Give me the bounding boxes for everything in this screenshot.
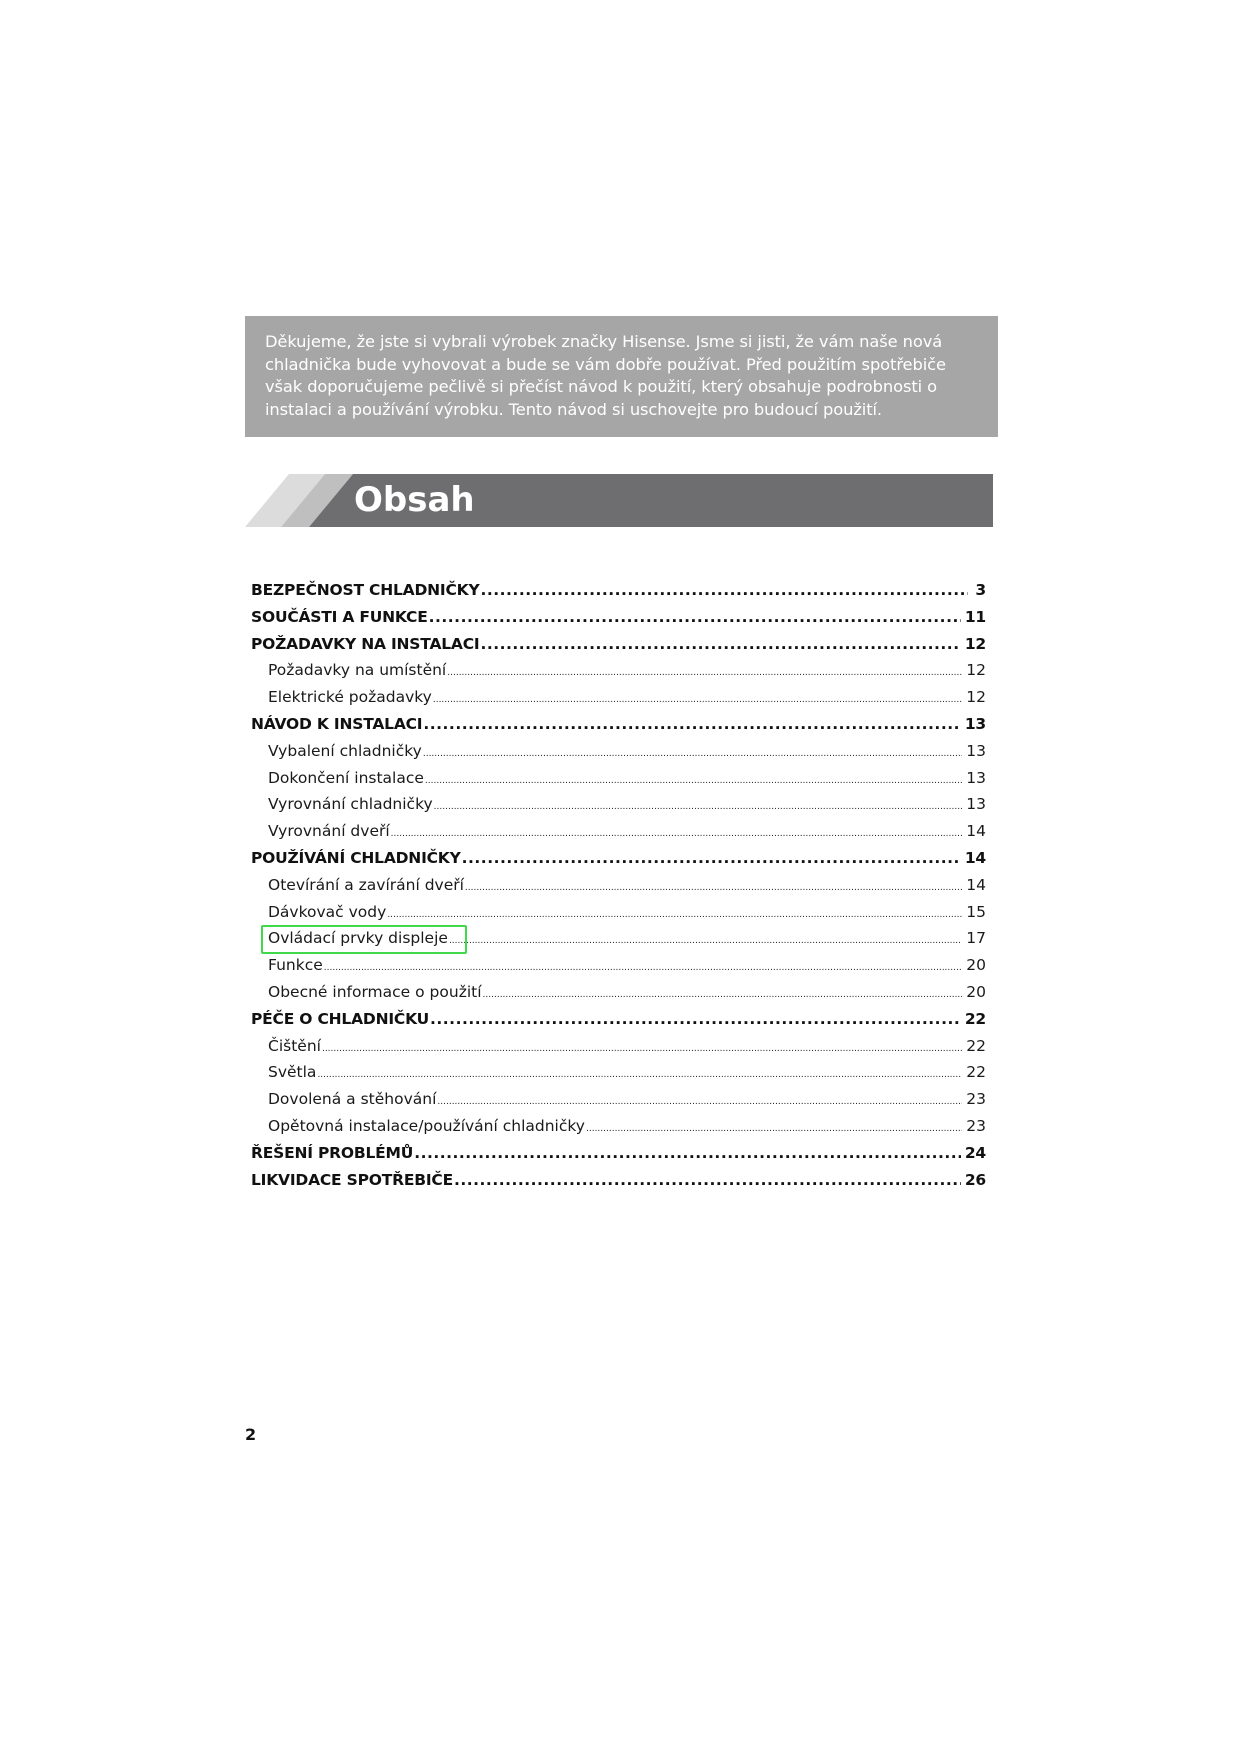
toc-entry-title: POUŽÍVÁNÍ CHLADNIČKY [251,848,461,867]
toc-section-entry[interactable] [251,1140,986,1167]
intro-box [245,316,998,437]
toc-section-entry[interactable] [251,577,986,604]
toc-entry-page: 22 [966,1036,986,1055]
toc-subsection-entry[interactable] [251,818,986,845]
highlight-box [261,925,467,954]
toc-subsection-entry[interactable] [251,1059,986,1086]
toc-entry-title: Dávkovač vody [268,902,387,921]
toc-subsection-entry[interactable] [251,657,986,684]
toc-entry-page: 24 [964,1143,986,1162]
toc-title: Obsah [354,480,475,520]
toc-entry-page: 22 [964,1009,986,1028]
toc-entry-page: 23 [966,1090,986,1109]
toc-entry-page: 13 [966,768,986,787]
toc-subsection-entry[interactable] [251,952,986,979]
toc-entry-page: 14 [966,822,986,841]
toc-dot-leader [425,765,962,792]
toc-dot-leader [430,1006,961,1033]
toc-dot-leader [414,1140,961,1167]
intro-text: Děkujeme, že jste si vybrali výrobek značky Hisense. Jsme si jisti, že vám naše nová chladnička bude vyhovovat a bude se vám dobře používat. Před použitím spotřebiče však doporučujeme pečlivě si přečíst návod k použití, který obsahuje podrobnosti o instalaci a používání výrobku. Tento návod si uschovejte pro budoucí použití. [265,332,946,419]
toc-dot-leader [449,925,962,952]
toc-dot-leader [586,1113,962,1140]
toc-dot-leader [433,684,962,711]
toc-entry-page: 3 [975,581,986,599]
toc-entry-title: Funkce [268,956,323,975]
toc-dot-leader [423,711,960,738]
toc-header-banner [245,474,993,527]
toc-dot-leader [447,657,962,684]
toc-entry-title: Vyrovnání chladničky [268,795,433,814]
toc-entry-title: Elektrické požadavky [268,688,432,707]
toc-section-entry[interactable] [251,711,986,738]
toc-entry-title: Opětovná instalace/používání chladničky [268,1116,585,1135]
toc-subsection-entry[interactable] [251,791,986,818]
toc-entry-title: Otevírání a zavírání dveří [268,875,464,894]
toc-entry-page: 20 [966,956,986,975]
toc-dot-leader [322,1033,962,1060]
toc-section-entry[interactable] [251,631,986,658]
toc-subsection-entry[interactable] [251,738,986,765]
toc-entry-title: ŘEŠENÍ PROBLÉMŮ [251,1143,414,1162]
toc-dot-leader [317,1059,962,1086]
toc-entry-title: Dokončení instalace [268,768,424,787]
toc-dot-leader [483,979,963,1006]
toc-entry-page: 20 [966,982,986,1001]
toc-section-entry[interactable] [251,845,986,872]
toc-entry-page: 11 [964,607,986,626]
toc-dot-leader [391,818,963,845]
toc-entry-title: Světla [268,1063,317,1082]
toc-dot-leader [324,952,963,979]
toc-entry-title: Dovolená a stěhování [268,1090,437,1109]
toc-entry-title: Čištění [268,1036,321,1055]
toc-entry-page: 12 [964,634,986,653]
toc-entry-title: PÉČE O CHLADNIČKU [251,1009,430,1028]
toc-entry-page: 12 [966,661,986,680]
toc-entry-title: BEZPEČNOST CHLADNIČKY [251,581,480,599]
toc-entry-title: SOUČÁSTI A FUNKCE [251,607,428,626]
toc-entry-page: 26 [964,1170,986,1189]
toc-entry-title: POŽADAVKY NA INSTALACI [251,634,480,653]
toc-subsection-entry[interactable] [251,979,986,1006]
toc-entry-title: LIKVIDACE SPOTŘEBIČE [251,1170,453,1189]
toc-subsection-entry[interactable] [251,1033,986,1060]
toc-entry-page: 13 [964,714,986,733]
toc-section-entry[interactable] [251,1167,986,1194]
toc-dot-leader [462,845,961,872]
toc-entry-title: Obecné informace o použití [268,982,482,1001]
toc-entry-page: 13 [966,741,986,760]
toc-entry-title: Ovládací prvky displeje [268,929,448,948]
toc-subsection-entry[interactable] [251,765,986,792]
toc-dot-leader [480,577,968,604]
toc-entry-page: 14 [964,848,986,867]
toc-dot-leader [429,604,961,631]
toc-section-entry[interactable] [251,604,986,631]
toc-entry-page: 15 [966,902,986,921]
toc-subsection-entry[interactable] [251,872,986,899]
page-number: 2 [245,1425,257,1444]
toc-subsection-entry[interactable] [251,1113,986,1140]
toc-dot-leader [437,1086,962,1113]
toc-entry-page: 23 [966,1116,986,1135]
table-of-contents [251,577,986,1193]
toc-dot-leader [480,631,960,658]
toc-entry-page: 22 [966,1063,986,1082]
toc-entry-page: 17 [966,929,986,948]
toc-subsection-entry[interactable] [251,684,986,711]
toc-dot-leader [454,1167,961,1194]
toc-dot-leader [434,791,963,818]
toc-entry-title: Vyrovnání dveří [268,822,390,841]
toc-entry-title: NÁVOD K INSTALACI [251,714,423,733]
toc-entry-page: 14 [966,875,986,894]
toc-dot-leader [465,872,962,899]
toc-dot-leader [423,738,962,765]
toc-subsection-entry[interactable] [251,899,986,926]
toc-dot-leader [387,899,962,926]
toc-entry-title: Požadavky na umístění [268,661,447,680]
toc-subsection-entry[interactable] [251,1086,986,1113]
toc-entry-page: 13 [966,795,986,814]
toc-entry-page: 12 [966,688,986,707]
toc-entry-title: Vybalení chladničky [268,741,422,760]
toc-section-entry[interactable] [251,1006,986,1033]
